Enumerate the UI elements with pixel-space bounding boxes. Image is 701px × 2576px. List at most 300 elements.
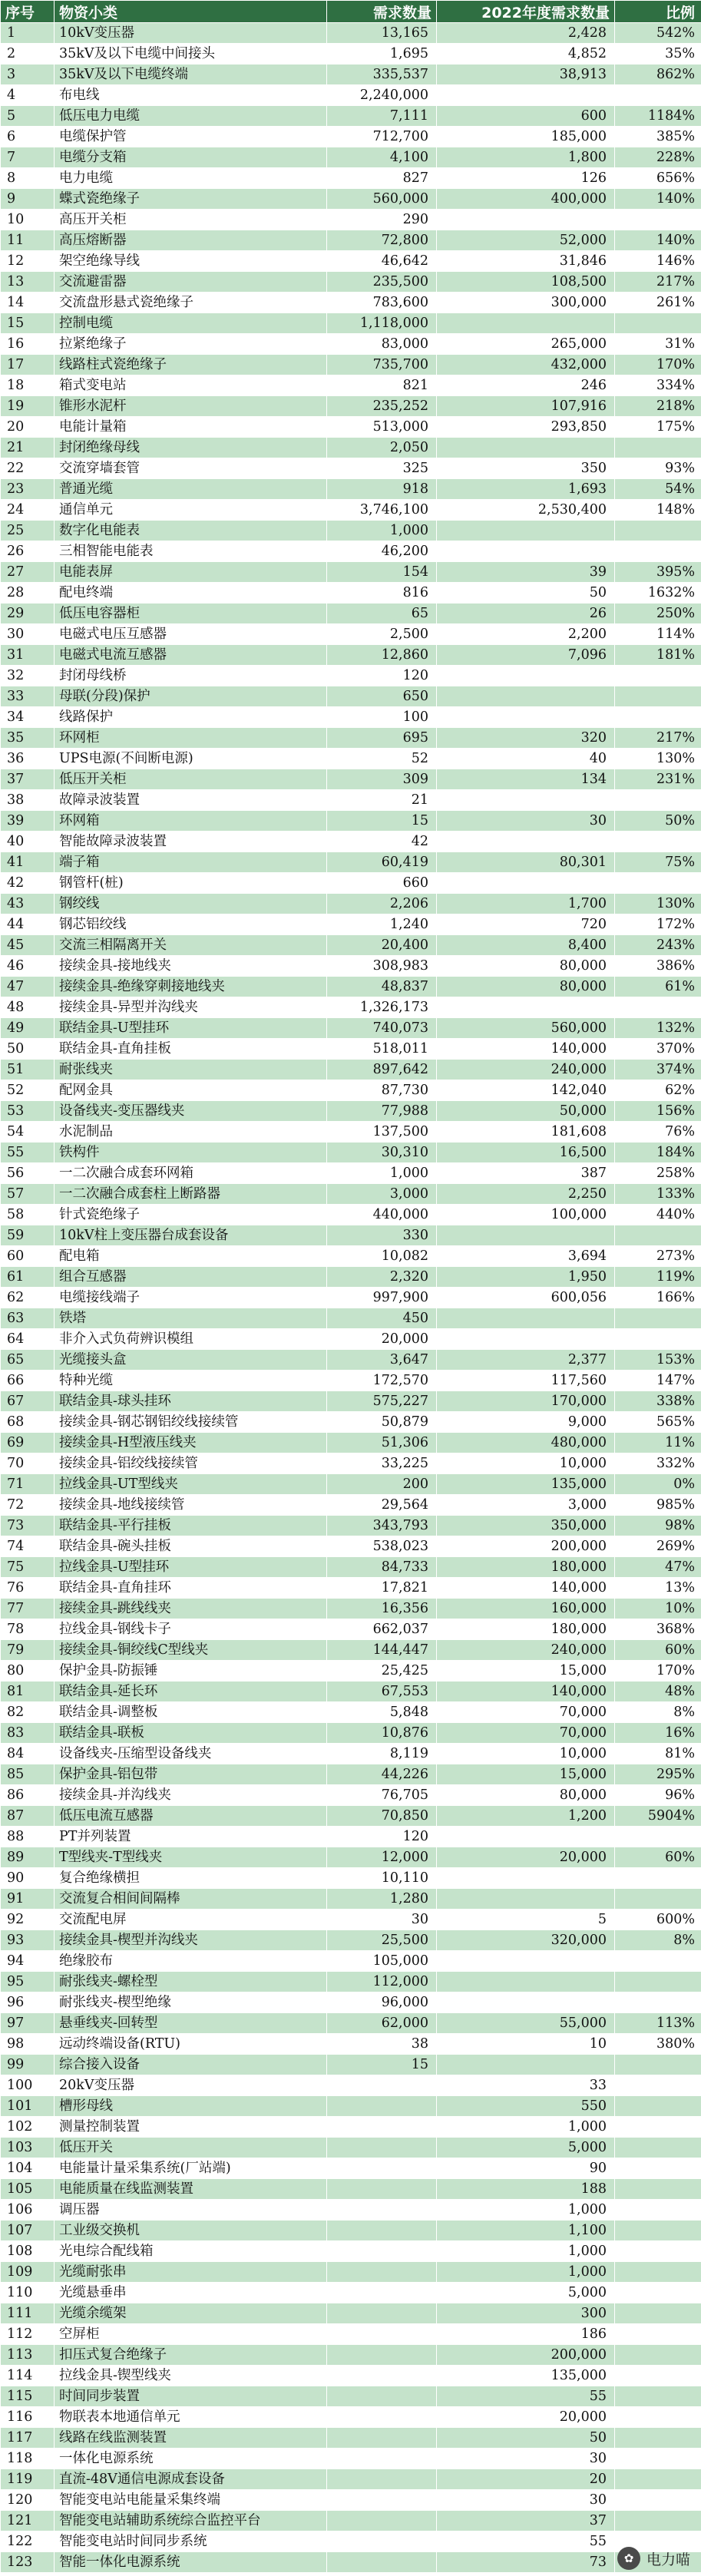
cell-demand-2022	[437, 2055, 615, 2075]
cell-demand	[327, 2241, 437, 2262]
cell-no: 94	[1, 1951, 55, 1972]
cell-ratio: 1632%	[615, 583, 701, 603]
cell-demand: 518,011	[327, 1039, 437, 1060]
cell-ratio: 114%	[615, 624, 701, 645]
cell-ratio: 119%	[615, 1267, 701, 1288]
cell-name: 电能质量在线监测装置	[55, 2179, 327, 2200]
cell-demand: 77,988	[327, 1101, 437, 1122]
cell-demand: 821	[327, 375, 437, 396]
cell-no: 120	[1, 2490, 55, 2511]
table-row	[1, 2407, 701, 2428]
cell-demand-2022: 188	[437, 2179, 615, 2200]
cell-demand-2022: 180,000	[437, 1557, 615, 1578]
table-row	[1, 2531, 701, 2552]
cell-no: 64	[1, 1329, 55, 1350]
cell-demand: 330	[327, 1225, 437, 1246]
cell-no: 101	[1, 2096, 55, 2117]
table-row	[1, 1018, 701, 1039]
cell-no: 99	[1, 2055, 55, 2075]
cell-demand-2022	[437, 666, 615, 686]
table-row	[1, 2096, 701, 2117]
cell-demand: 440,000	[327, 1205, 437, 1225]
cell-no: 49	[1, 1018, 55, 1039]
table-row	[1, 1516, 701, 1536]
cell-demand-2022	[437, 210, 615, 230]
cell-ratio: 250%	[615, 603, 701, 624]
cell-demand-2022: 30	[437, 2490, 615, 2511]
cell-demand: 144,447	[327, 1640, 437, 1661]
cell-demand: 60,419	[327, 852, 437, 873]
table-row	[1, 583, 701, 603]
cell-ratio	[615, 1889, 701, 1910]
cell-no: 92	[1, 1910, 55, 1930]
cell-demand: 897,642	[327, 1060, 437, 1080]
table-row	[1, 1101, 701, 1122]
table-row	[1, 645, 701, 666]
cell-ratio: 50%	[615, 811, 701, 832]
cell-ratio	[615, 2075, 701, 2096]
cell-name: 一二次融合成套柱上断路器	[55, 1184, 327, 1205]
table-row	[1, 666, 701, 686]
cell-no: 95	[1, 1972, 55, 1992]
cell-demand-2022: 200,000	[437, 1536, 615, 1557]
cell-demand: 30,310	[327, 1143, 437, 1163]
cell-name: 蝶式瓷绝缘子	[55, 189, 327, 210]
cell-ratio	[615, 2511, 701, 2531]
cell-demand-2022: 350	[437, 458, 615, 479]
cell-demand-2022	[437, 85, 615, 106]
cell-name: 电能计量箱	[55, 417, 327, 438]
cell-demand-2022: 15,000	[437, 1764, 615, 1785]
table-row	[1, 1557, 701, 1578]
cell-no: 20	[1, 417, 55, 438]
cell-demand-2022: 1,000	[437, 2262, 615, 2283]
cell-demand-2022: 320,000	[437, 1930, 615, 1951]
cell-demand: 46,642	[327, 251, 437, 272]
cell-ratio: 231%	[615, 769, 701, 790]
cell-no: 81	[1, 1682, 55, 1702]
cell-name: PT并列装置	[55, 1827, 327, 1847]
table-row	[1, 1868, 701, 1889]
cell-demand-2022: 52,000	[437, 230, 615, 251]
cell-demand: 3,647	[327, 1350, 437, 1371]
table-body	[1, 23, 701, 2573]
cell-demand: 50,879	[327, 1412, 437, 1433]
cell-no: 22	[1, 458, 55, 479]
cell-demand-2022: 170,000	[437, 1391, 615, 1412]
cell-demand-2022: 135,000	[437, 1474, 615, 1495]
cell-no: 6	[1, 127, 55, 147]
wechat-icon: ✿	[617, 2547, 640, 2570]
cell-demand: 154	[327, 562, 437, 583]
cell-demand-2022	[437, 1329, 615, 1350]
cell-demand: 120	[327, 1827, 437, 1847]
cell-no: 32	[1, 666, 55, 686]
table-row	[1, 707, 701, 728]
cell-demand-2022	[437, 1992, 615, 2013]
table-row	[1, 1578, 701, 1599]
cell-no: 112	[1, 2324, 55, 2345]
cell-no: 34	[1, 707, 55, 728]
cell-ratio: 132%	[615, 1018, 701, 1039]
cell-ratio: 98%	[615, 1516, 701, 1536]
cell-name: UPS电源(不间断电源)	[55, 749, 327, 769]
cell-demand: 12,000	[327, 1847, 437, 1868]
table-row	[1, 1184, 701, 1205]
cell-ratio: 140%	[615, 189, 701, 210]
cell-name: 配电终端	[55, 583, 327, 603]
cell-demand-2022	[437, 790, 615, 811]
cell-name: 综合接入设备	[55, 2055, 327, 2075]
table-row	[1, 1536, 701, 1557]
table-row	[1, 168, 701, 189]
cell-demand: 560,000	[327, 189, 437, 210]
table-row	[1, 1619, 701, 1640]
cell-no: 41	[1, 852, 55, 873]
table-row	[1, 873, 701, 894]
table-row	[1, 1764, 701, 1785]
cell-ratio: 140%	[615, 230, 701, 251]
table-row	[1, 2241, 701, 2262]
cell-demand-2022: 50	[437, 2428, 615, 2449]
table-row	[1, 458, 701, 479]
cell-demand-2022: 40	[437, 749, 615, 769]
cell-name: 接续金具-H型液压线夹	[55, 1433, 327, 1453]
cell-demand: 42	[327, 832, 437, 852]
table-row	[1, 686, 701, 707]
table-row	[1, 230, 701, 251]
cell-demand-2022: 31,846	[437, 251, 615, 272]
cell-demand: 662,037	[327, 1619, 437, 1640]
cell-ratio	[615, 2200, 701, 2221]
cell-name: 悬垂线夹-回转型	[55, 2013, 327, 2034]
table-row	[1, 2117, 701, 2138]
cell-name: 一体化电源系统	[55, 2449, 327, 2469]
cell-ratio	[615, 2138, 701, 2158]
table-row	[1, 1288, 701, 1308]
cell-ratio: 96%	[615, 1785, 701, 1806]
cell-demand: 695	[327, 728, 437, 749]
cell-no: 88	[1, 1827, 55, 1847]
cell-demand: 105,000	[327, 1951, 437, 1972]
table-row	[1, 1453, 701, 1474]
table-row	[1, 1371, 701, 1391]
cell-demand: 38	[327, 2034, 437, 2055]
table-row	[1, 1391, 701, 1412]
cell-name: 电磁式电流互感器	[55, 645, 327, 666]
cell-demand-2022: 80,000	[437, 956, 615, 977]
cell-demand: 46,200	[327, 541, 437, 562]
cell-name: 锥形水泥杆	[55, 396, 327, 417]
cell-demand-2022	[437, 1951, 615, 1972]
cell-no: 37	[1, 769, 55, 790]
cell-name: 电缆接线端子	[55, 1288, 327, 1308]
table-row	[1, 894, 701, 914]
cell-name: 耐张线夹-螺栓型	[55, 1972, 327, 1992]
cell-no: 2	[1, 44, 55, 64]
table-row	[1, 2552, 701, 2573]
cell-name: 交流穿墙套管	[55, 458, 327, 479]
cell-demand-2022: 33	[437, 2075, 615, 2096]
cell-demand	[327, 2552, 437, 2573]
cell-demand	[327, 2096, 437, 2117]
cell-ratio: 985%	[615, 1495, 701, 1516]
cell-name: 联结金具-碗头挂板	[55, 1536, 327, 1557]
table-row	[1, 1827, 701, 1847]
cell-name: 电能表屏	[55, 562, 327, 583]
cell-demand-2022: 181,608	[437, 1122, 615, 1143]
cell-name: 接续金具-异型并沟线夹	[55, 997, 327, 1018]
cell-demand-2022: 350,000	[437, 1516, 615, 1536]
cell-demand: 29,564	[327, 1495, 437, 1516]
table-row	[1, 293, 701, 313]
cell-ratio: 334%	[615, 375, 701, 396]
cell-no: 61	[1, 1267, 55, 1288]
table-row	[1, 1599, 701, 1619]
cell-ratio: 862%	[615, 64, 701, 85]
cell-demand-2022: 140,000	[437, 1039, 615, 1060]
cell-demand-2022: 400,000	[437, 189, 615, 210]
cell-ratio: 243%	[615, 935, 701, 956]
cell-ratio	[615, 832, 701, 852]
table-row	[1, 1308, 701, 1329]
cell-no: 18	[1, 375, 55, 396]
cell-name: 绝缘胶布	[55, 1951, 327, 1972]
cell-no: 19	[1, 396, 55, 417]
cell-demand: 538,023	[327, 1536, 437, 1557]
cell-no: 70	[1, 1453, 55, 1474]
cell-demand-2022: 26	[437, 603, 615, 624]
cell-name: 交流复合相间间隔棒	[55, 1889, 327, 1910]
cell-demand-2022: 160,000	[437, 1599, 615, 1619]
cell-no: 87	[1, 1806, 55, 1827]
cell-no: 116	[1, 2407, 55, 2428]
cell-ratio: 0%	[615, 1474, 701, 1495]
cell-ratio: 16%	[615, 1723, 701, 1744]
cell-name: 钢绞线	[55, 894, 327, 914]
cell-name: 钢管杆(桩)	[55, 873, 327, 894]
cell-name: 接续金具-铜绞线C型线夹	[55, 1640, 327, 1661]
cell-no: 106	[1, 2200, 55, 2221]
cell-name: 控制电缆	[55, 313, 327, 334]
cell-demand-2022	[437, 1868, 615, 1889]
cell-demand	[327, 2366, 437, 2386]
cell-name: 环网箱	[55, 811, 327, 832]
cell-demand	[327, 2511, 437, 2531]
cell-no: 57	[1, 1184, 55, 1205]
table-row	[1, 1329, 701, 1350]
header-no: 序号	[1, 1, 55, 23]
cell-demand-2022: 185,000	[437, 127, 615, 147]
table-row	[1, 1039, 701, 1060]
cell-ratio: 146%	[615, 251, 701, 272]
cell-ratio: 93%	[615, 458, 701, 479]
cell-name: 数字化电能表	[55, 521, 327, 541]
cell-name: 故障录波装置	[55, 790, 327, 811]
table-row	[1, 396, 701, 417]
cell-demand-2022: 10,000	[437, 1744, 615, 1764]
table-row	[1, 1474, 701, 1495]
cell-no: 46	[1, 956, 55, 977]
table-row	[1, 334, 701, 355]
cell-ratio: 5904%	[615, 1806, 701, 1827]
cell-demand: 2,320	[327, 1267, 437, 1288]
table-row	[1, 251, 701, 272]
cell-demand: 816	[327, 583, 437, 603]
cell-name: 低压电容器柜	[55, 603, 327, 624]
cell-demand-2022: 1,000	[437, 2117, 615, 2138]
cell-demand-2022: 38,913	[437, 64, 615, 85]
cell-demand-2022: 1,950	[437, 1267, 615, 1288]
cell-no: 100	[1, 2075, 55, 2096]
cell-demand-2022	[437, 438, 615, 458]
cell-no: 79	[1, 1640, 55, 1661]
cell-demand-2022: 320	[437, 728, 615, 749]
cell-demand: 72,800	[327, 230, 437, 251]
cell-no: 122	[1, 2531, 55, 2552]
table-row	[1, 832, 701, 852]
cell-demand-2022: 70,000	[437, 1723, 615, 1744]
cell-demand: 325	[327, 458, 437, 479]
cell-no: 5	[1, 106, 55, 127]
cell-ratio: 166%	[615, 1288, 701, 1308]
cell-no: 47	[1, 977, 55, 997]
cell-name: 铁塔	[55, 1308, 327, 1329]
cell-no: 51	[1, 1060, 55, 1080]
cell-ratio: 8%	[615, 1930, 701, 1951]
cell-no: 24	[1, 500, 55, 521]
table-row	[1, 1080, 701, 1101]
cell-demand-2022: 1,000	[437, 2200, 615, 2221]
cell-ratio: 332%	[615, 1453, 701, 1474]
watermark	[617, 2547, 690, 2570]
cell-demand: 735,700	[327, 355, 437, 375]
cell-demand-2022: 5,000	[437, 2283, 615, 2303]
cell-ratio: 217%	[615, 728, 701, 749]
cell-demand-2022: 55	[437, 2386, 615, 2407]
cell-name: 接续金具-钢芯钢铝绞线接续管	[55, 1412, 327, 1433]
table-row	[1, 2428, 701, 2449]
cell-demand: 2,206	[327, 894, 437, 914]
cell-name: 电缆分支箱	[55, 147, 327, 168]
cell-demand-2022: 80,301	[437, 852, 615, 873]
cell-demand-2022: 37	[437, 2511, 615, 2531]
header-demand: 需求数量	[327, 1, 437, 23]
cell-no: 31	[1, 645, 55, 666]
cell-ratio: 172%	[615, 914, 701, 935]
cell-no: 111	[1, 2303, 55, 2324]
table-row	[1, 189, 701, 210]
cell-ratio: 76%	[615, 1122, 701, 1143]
cell-demand-2022: 108,500	[437, 272, 615, 293]
cell-name: 配网金具	[55, 1080, 327, 1101]
cell-no: 33	[1, 686, 55, 707]
cell-no: 72	[1, 1495, 55, 1516]
cell-name: 电磁式电压互感器	[55, 624, 327, 645]
cell-no: 29	[1, 603, 55, 624]
cell-name: 布电线	[55, 85, 327, 106]
cell-name: T型线夹-T型线夹	[55, 1847, 327, 1868]
cell-no: 96	[1, 1992, 55, 2013]
cell-ratio: 148%	[615, 500, 701, 521]
cell-ratio: 133%	[615, 1184, 701, 1205]
cell-demand-2022: 1,693	[437, 479, 615, 500]
cell-name: 三相智能电能表	[55, 541, 327, 562]
cell-demand: 235,252	[327, 396, 437, 417]
table-row	[1, 355, 701, 375]
cell-ratio: 228%	[615, 147, 701, 168]
cell-demand-2022: 480,000	[437, 1433, 615, 1453]
cell-no: 110	[1, 2283, 55, 2303]
cell-no: 4	[1, 85, 55, 106]
cell-no: 36	[1, 749, 55, 769]
cell-demand: 96,000	[327, 1992, 437, 2013]
cell-demand-2022: 2,377	[437, 1350, 615, 1371]
cell-demand-2022: 1,800	[437, 147, 615, 168]
cell-name: 交流三相隔离开关	[55, 935, 327, 956]
cell-name: 联结金具-延长环	[55, 1682, 327, 1702]
cell-demand-2022: 600	[437, 106, 615, 127]
table-row	[1, 85, 701, 106]
table-row	[1, 790, 701, 811]
cell-demand-2022: 55	[437, 2531, 615, 2552]
header-ratio: 比例	[615, 1, 701, 23]
cell-no: 8	[1, 168, 55, 189]
table-row	[1, 44, 701, 64]
cell-demand-2022: 100,000	[437, 1205, 615, 1225]
cell-demand-2022	[437, 541, 615, 562]
cell-ratio: 184%	[615, 1143, 701, 1163]
cell-demand-2022: 50	[437, 583, 615, 603]
cell-demand-2022: 2,250	[437, 1184, 615, 1205]
cell-demand-2022: 432,000	[437, 355, 615, 375]
cell-ratio	[615, 1308, 701, 1329]
cell-name: 智能变电站辅助系统综合监控平台	[55, 2511, 327, 2531]
cell-no: 80	[1, 1661, 55, 1682]
table-row	[1, 438, 701, 458]
cell-ratio: 13%	[615, 1578, 701, 1599]
cell-ratio	[615, 2096, 701, 2117]
cell-demand: 16,356	[327, 1599, 437, 1619]
cell-name: 35kV及以下电缆中间接头	[55, 44, 327, 64]
cell-demand: 1,000	[327, 521, 437, 541]
cell-no: 113	[1, 2345, 55, 2366]
cell-ratio	[615, 1225, 701, 1246]
cell-ratio: 295%	[615, 1764, 701, 1785]
table-row	[1, 2221, 701, 2241]
cell-no: 53	[1, 1101, 55, 1122]
table-row	[1, 64, 701, 85]
cell-no: 28	[1, 583, 55, 603]
table-row	[1, 1143, 701, 1163]
cell-ratio: 175%	[615, 417, 701, 438]
cell-demand-2022: 720	[437, 914, 615, 935]
table-row	[1, 769, 701, 790]
cell-name: 接续金具-跳线线夹	[55, 1599, 327, 1619]
cell-no: 76	[1, 1578, 55, 1599]
cell-demand-2022: 1,100	[437, 2221, 615, 2241]
cell-ratio	[615, 521, 701, 541]
cell-no: 35	[1, 728, 55, 749]
cell-name: 智能变电站时间同步系统	[55, 2531, 327, 2552]
cell-no: 97	[1, 2013, 55, 2034]
cell-demand: 1,695	[327, 44, 437, 64]
cell-ratio: 54%	[615, 479, 701, 500]
table-row	[1, 479, 701, 500]
cell-ratio: 130%	[615, 894, 701, 914]
cell-demand-2022	[437, 1972, 615, 1992]
cell-no: 75	[1, 1557, 55, 1578]
